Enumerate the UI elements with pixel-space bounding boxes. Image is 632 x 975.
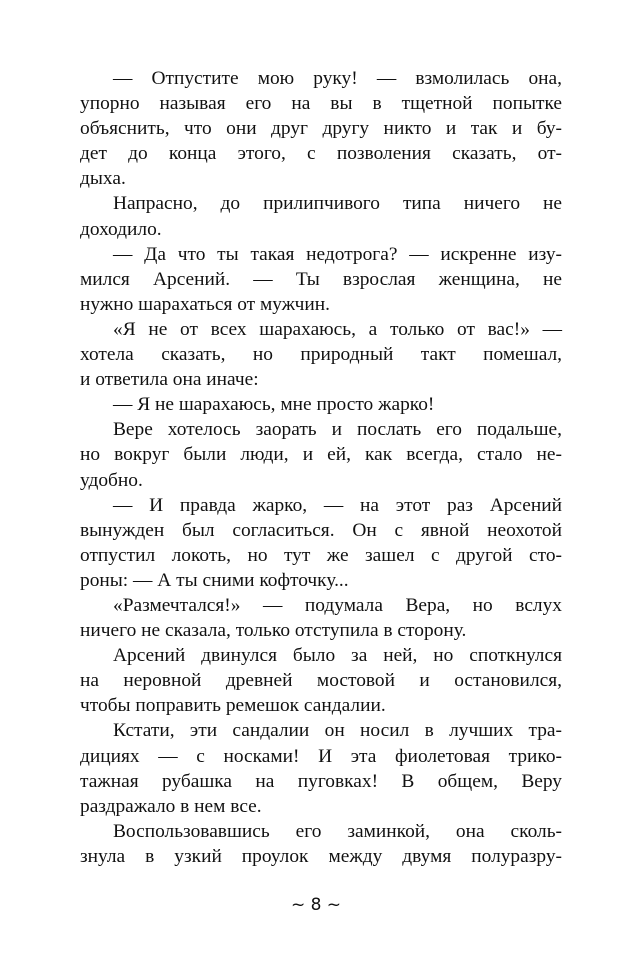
text-line: Кстати, эти сандалии он носил в лучших тра- xyxy=(113,720,562,742)
text-line: дыха. xyxy=(80,168,126,190)
text-line: дициях — с носками! И эта фиолетовая трико- xyxy=(80,745,562,767)
text-line: — Да что ты такая недотрога? — искренне изу- xyxy=(113,243,562,265)
text-line: нужно шарахаться от мужчин. xyxy=(80,293,330,315)
text-line: но вокруг были люди, и ей, как всегда, стало не- xyxy=(80,444,562,466)
text-line: вынужден был согласиться. Он с явной неохотой xyxy=(80,519,562,541)
text-line: Вере хотелось заорать и послать его подальше, xyxy=(113,419,562,441)
text-line: Напрасно, до прилипчивого типа ничего не xyxy=(113,193,562,215)
text-line: дет до конца этого, с позволения сказать, от- xyxy=(80,143,562,165)
text-line: доходило. xyxy=(80,218,162,240)
text-line: объяснить, что они друг другу никто и так и бу- xyxy=(80,118,562,140)
text-line: удобно. xyxy=(80,469,143,491)
text-line: «Я не от всех шарахаюсь, а только от вас!» — xyxy=(113,318,562,340)
text-line: тажная рубашка на пуговках! В общем, Веру xyxy=(80,770,562,792)
text-line: на неровной древней мостовой и остановился, xyxy=(80,670,562,692)
body-text xyxy=(80,66,562,869)
text-line: раздражало в нем все. xyxy=(80,795,262,817)
text-line: роны: — А ты сними кофточку... xyxy=(80,569,349,591)
text-line: Арсений двинулся было за ней, но споткнулся xyxy=(113,645,562,667)
page-number: ~ 8 ~ xyxy=(290,895,342,915)
text-line: отпустил локоть, но тут же зашел с другой сто- xyxy=(80,544,562,566)
text-line: — Я не шарахаюсь, мне просто жарко! xyxy=(113,394,435,416)
text-line: мился Арсений. — Ты взрослая женщина, не xyxy=(80,268,562,290)
text-line: упорно называя его на вы в тщетной попытке xyxy=(80,93,562,115)
text-line: хотела сказать, но природный такт помешал, xyxy=(80,344,562,366)
text-line: ничего не сказала, только отступила в сторону. xyxy=(80,620,467,642)
text-line: чтобы поправить ремешок сандалии. xyxy=(80,695,386,717)
text-line: — И правда жарко, — на этот раз Арсений xyxy=(113,494,562,516)
text-line: «Размечтался!» — подумала Вера, но вслух xyxy=(113,594,562,616)
text-line: и ответила она иначе: xyxy=(80,369,259,391)
text-line: знула в узкий проулок между двумя полуразру- xyxy=(80,845,562,867)
text-line: — Отпустите мою руку! — взмолилась она, xyxy=(113,68,562,89)
text-line: Воспользовавшись его заминкой, она сколь- xyxy=(113,820,562,842)
